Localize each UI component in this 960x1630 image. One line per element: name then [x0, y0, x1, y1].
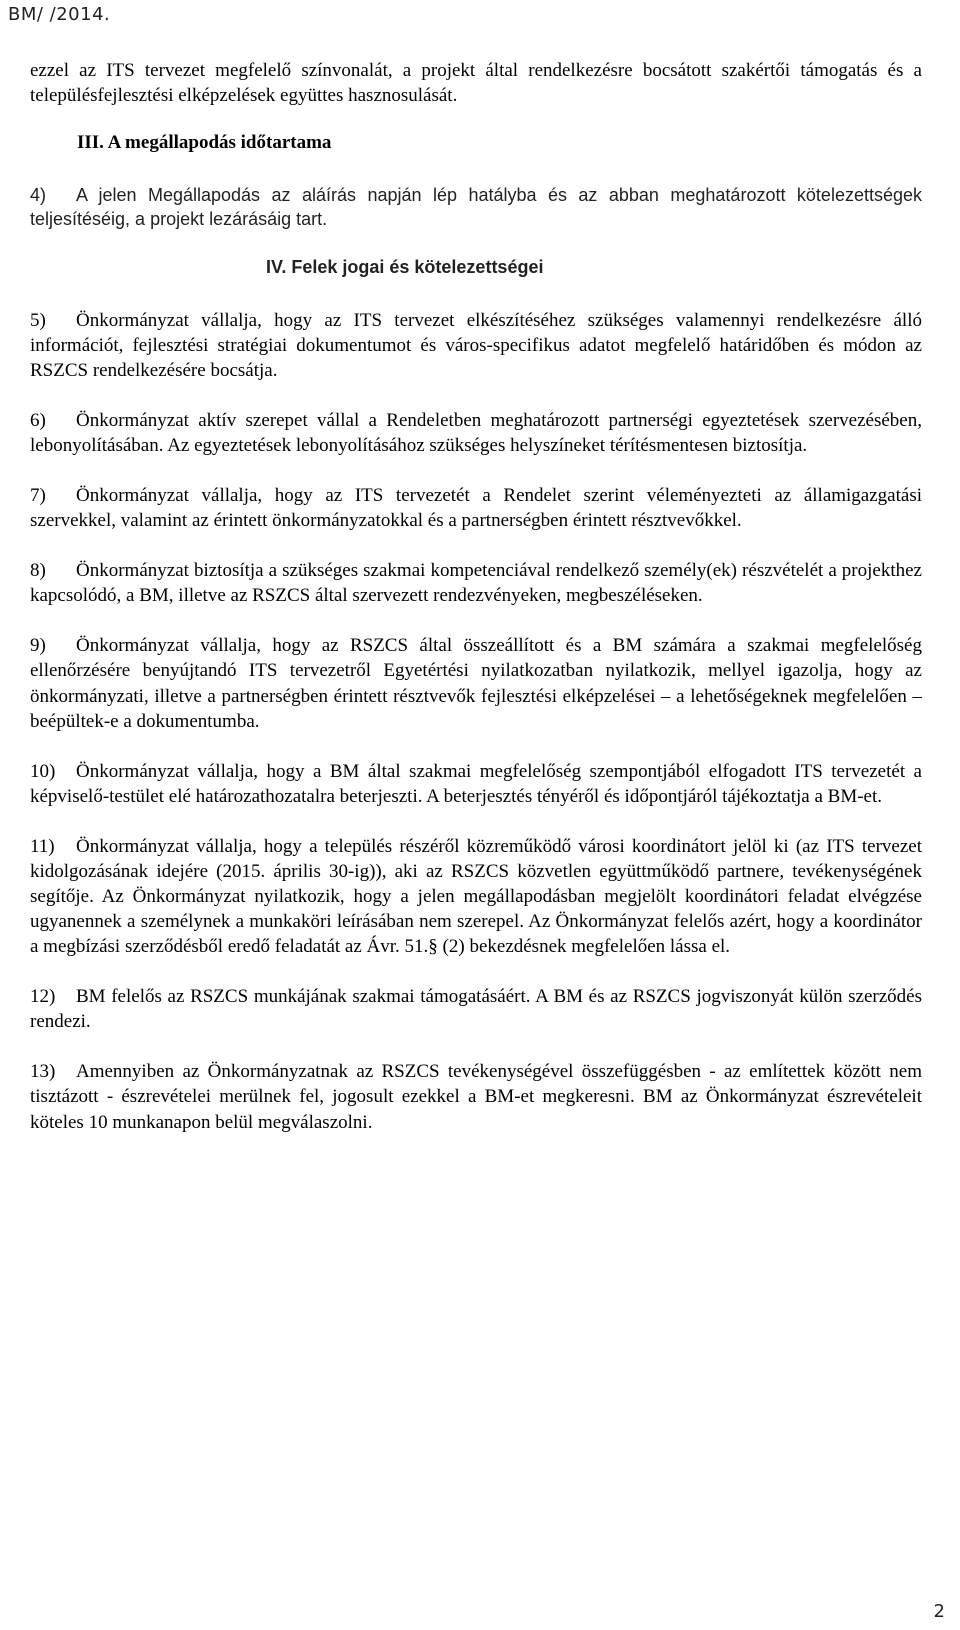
clause-number: 6): [30, 409, 46, 431]
clause-number: 11): [30, 835, 55, 857]
clause-8: [30, 558, 922, 608]
section-heading-iv: IV. Felek jogai és kötelezettségei: [266, 256, 544, 277]
clause-12: [30, 984, 922, 1034]
clause-text: Önkormányzat biztosítja a szükséges szakmai kompetenciával rendelkező személy(ek) részvételét a projekthez kapcsolódó, a BM, illetve az RSZCS által szervezett rendezvényeken, megbeszéléseken.: [30, 560, 922, 607]
clause-text: Önkormányzat vállalja, hogy a település részéről közreműködő városi koordinátort jelöl ki (az ITS tervezet kidolgozásának idejére (2015. április 30-ig)), aki az RSZCS közvetlen együttműködő partnere, tevékenységének segítője. Az Önkormányzat nyilatkozik, hogy a jelen megállapodásban megjelölt koordinátori feladat elvégzése ugyanennek a személynek a munkaköri leírásában nem szerepel. Az Önkormányzat felelős azért, hogy a koordinátor a megbízási szerződésből eredő feladatát az Ávr. 51.§ (2) bekezdésnek megfelelően lássa el.: [30, 835, 922, 958]
clause-9: [30, 633, 922, 733]
clause-6: [30, 408, 922, 458]
clause-text: Önkormányzat vállalja, hogy az ITS tervezet elkészítéséhez szükséges valamennyi rendelkezésre álló információt, fejlesztési stratégiai dokumentumot és város-specifikus adatot megfelelő határidőben és módon az RSZCS rendelkezésére bocsátja.: [30, 309, 922, 381]
clause-number: 10): [30, 760, 56, 782]
document-body: [30, 58, 922, 1160]
clause-text: BM felelős az RSZCS munkájának szakmai támogatásáért. A BM és az RSZCS jogviszonyát külön szerződés rendezi.: [30, 986, 922, 1033]
clause-number: 5): [30, 309, 46, 331]
page-number: 2: [933, 1601, 945, 1622]
clause-text: Önkormányzat vállalja, hogy az ITS tervezetét a Rendelet szerint véleményezteti az államigazgatási szervekkel, valamint az érintett önkormányzatokkal és a partnerségben érintett résztvevőkkel.: [30, 485, 922, 532]
clause-number: 7): [30, 485, 46, 507]
intro-paragraph: ezzel az ITS tervezet megfelelő színvonalát, a projekt által rendelkezésre bocsátott szakértői támogatás és a településfejlesztési elképzelések együttes hasznosulását.: [30, 60, 922, 107]
clause-5: [30, 308, 922, 383]
clause-number: 13): [30, 1061, 56, 1083]
clause-text: Amennyiben az Önkormányzatnak az RSZCS tevékenységével összefüggésben - az említettek között nem tisztázott - észrevételei merülnek fel, jogosult ezekkel a BM-et megkeresni. BM az Önkormányzat észrevételeit köteles 10 munkanapon belül megválaszolni.: [30, 1061, 922, 1133]
clause-10: [30, 759, 922, 809]
clause-4: [30, 184, 922, 232]
clause-text: Önkormányzat vállalja, hogy a BM által szakmai megfelelőség szempontjából elfogadott ITS tervezetét a képviselő-testület elé határozathozatalra beterjeszti. A beterjesztés tényéről és időpontjáról tájékoztatja a BM-et.: [30, 760, 922, 807]
clause-number: 8): [30, 560, 46, 582]
clause-number: 9): [30, 635, 46, 657]
section-heading-iii: III. A megállapodás időtartama: [77, 132, 332, 154]
document-header: BM/ /2014.: [8, 4, 111, 25]
clause-7: [30, 483, 922, 533]
clause-13: [30, 1059, 922, 1134]
clause-number: 4): [30, 185, 47, 206]
clause-11: [30, 834, 922, 959]
clause-text: Önkormányzat vállalja, hogy az RSZCS által összeállított és a BM számára a szakmai megfelelőség ellenőrzésére benyújtandó ITS tervezetről Egyetértési nyilatkozatban nyilatkozik, mellyel igazolja, hogy az önkormányzati, illetve a partnerségben érintett résztvevők fejlesztési elképzelései – a lehetőségeknek megfelelően – beépültek-e a dokumentumba.: [30, 635, 922, 732]
clause-text: A jelen Megállapodás az aláírás napján lép hatályba és az abban meghatározott kötelezettségek teljesítéséig, a projekt lezárásáig tart.: [30, 185, 922, 229]
clause-text: Önkormányzat aktív szerepet vállal a Rendeletben meghatározott partnerségi egyeztetések szervezésében, lebonyolításában. Az egyeztetések lebonyolításához szükséges helyszíneket térítésmentesen biztosítja.: [30, 409, 922, 456]
clause-number: 12): [30, 986, 56, 1008]
